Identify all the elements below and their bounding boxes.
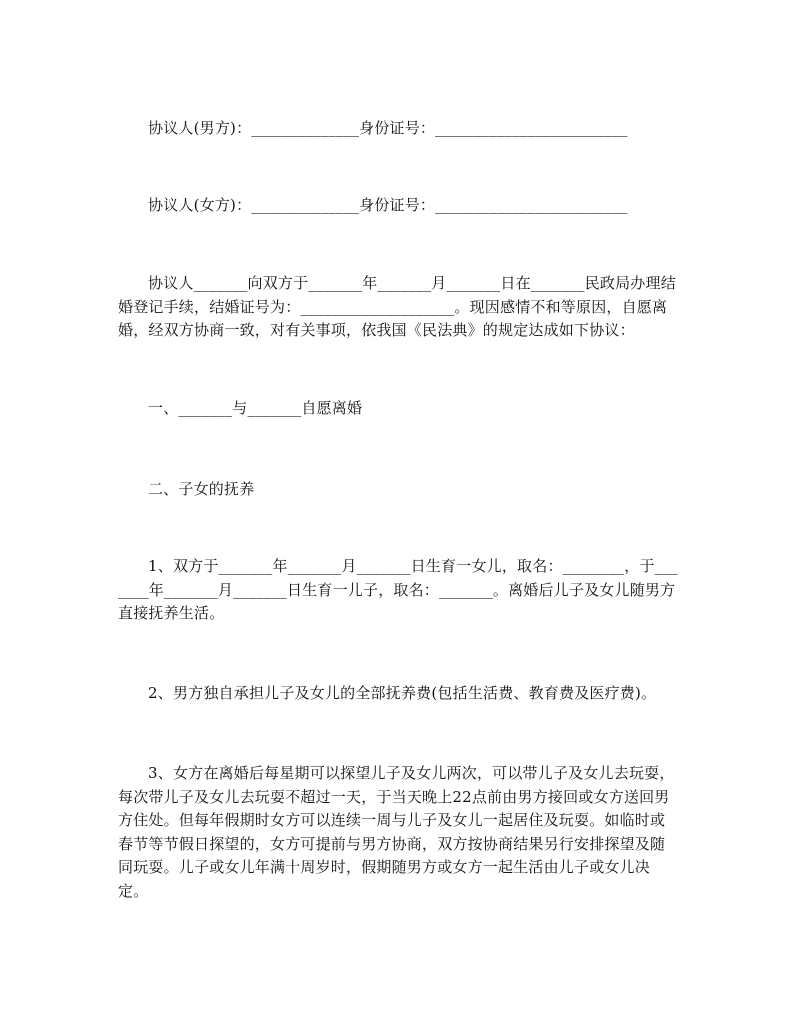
item-2-paragraph: 2、男方独自承担儿子及女儿的全部抚养费(包括生活费、教育费及医疗费)。 (148, 684, 657, 702)
section-1-heading: 一、_______与_______自愿离婚 (148, 399, 363, 417)
party-male-line: 协议人(男方)：______________身份证号：_________________________ (148, 119, 628, 137)
section-2-heading: 二、子女的抚养 (148, 480, 255, 498)
item-1-paragraph: 1、双方于_______年_______月_______日生育一女儿，取名：________，于_______年_______月_______日生育一儿子，取名：_______。离婚后儿子及女儿随男方直接抚养生活。 (118, 557, 678, 622)
item-3-paragraph: 3、女方在离婚后每星期可以探望儿子及女儿两次，可以带儿子及女儿去玩耍，每次带儿子及女儿去玩耍不超过一天，于当天晚上22点前由男方接回或女方送回男方住处。但每年假期时女方可以连续一周与儿子及女儿一起居住及玩耍。如临时或春节等节假日探望的，女方可提前与男方协商，双方按协商结果另行安排探望及随同玩耍。儿子或女儿年满十周岁时，假期随男方或女方一起生活由儿子或女儿决定。 (118, 764, 675, 900)
party-female-line: 协议人(女方)：______________身份证号：_________________________ (148, 196, 628, 214)
intro-paragraph: 协议人_______向双方于_______年_______月_______日在_______民政局办理结婚登记手续，结婚证号为：____________________。现因感情不和等原因，自愿离婚，经双方协商一致，对有关事项，依我国《民法典》的规定达成如下协议： (118, 274, 676, 339)
